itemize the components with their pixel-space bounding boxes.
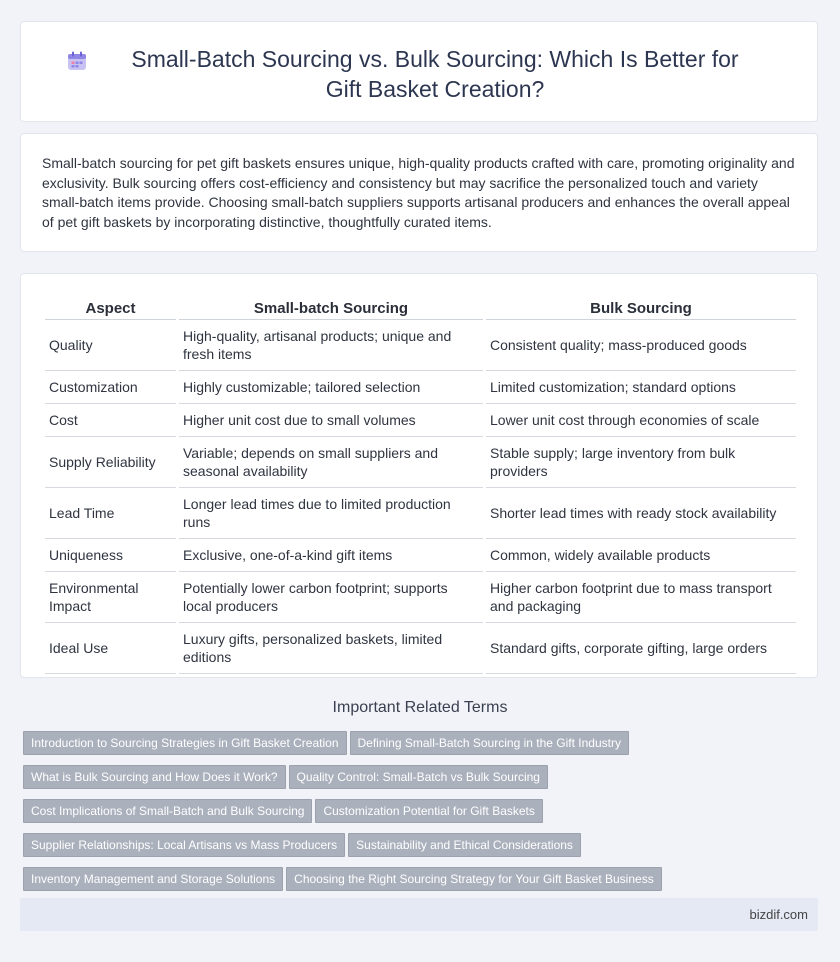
- aspect-cell: Environmental Impact: [45, 572, 176, 623]
- bulk-cell: Consistent quality; mass-produced goods: [486, 320, 796, 371]
- header-small-batch: Small-batch Sourcing: [179, 296, 483, 320]
- footer-site-link[interactable]: bizdif.com: [749, 907, 808, 922]
- bulk-cell: Shorter lead times with ready stock availability: [486, 488, 796, 539]
- related-term-link[interactable]: Defining Small-Batch Sourcing in the Gift Industry: [350, 731, 629, 755]
- table-header-row: [45, 296, 796, 320]
- small-batch-cell: Highly customizable; tailored selection: [179, 371, 483, 404]
- table-row: [45, 404, 796, 437]
- small-batch-cell: Potentially lower carbon footprint; supports local producers: [179, 572, 483, 623]
- related-terms-list: [23, 731, 803, 901]
- related-term-link[interactable]: Sustainability and Ethical Considerations: [348, 833, 581, 857]
- title-card: [20, 21, 818, 122]
- header-bulk: Bulk Sourcing: [486, 296, 796, 320]
- table-row: [45, 539, 796, 572]
- related-term-link[interactable]: Quality Control: Small-Batch vs Bulk Sourcing: [289, 765, 548, 789]
- table-row: [45, 623, 796, 674]
- small-batch-cell: Luxury gifts, personalized baskets, limited editions: [179, 623, 483, 674]
- small-batch-cell: Higher unit cost due to small volumes: [179, 404, 483, 437]
- aspect-cell: Quality: [45, 320, 176, 371]
- related-term-link[interactable]: What is Bulk Sourcing and How Does it Work?: [23, 765, 286, 789]
- small-batch-cell: Exclusive, one-of-a-kind gift items: [179, 539, 483, 572]
- related-term-link[interactable]: Choosing the Right Sourcing Strategy for Your Gift Basket Business: [286, 867, 662, 891]
- table-row: [45, 488, 796, 539]
- page-title: Small-Batch Sourcing vs. Bulk Sourcing: Which Is Better for Gift Basket Creation?: [131, 46, 739, 102]
- related-term-link[interactable]: Customization Potential for Gift Baskets: [315, 799, 542, 823]
- aspect-cell: Uniqueness: [45, 539, 176, 572]
- aspect-cell: Ideal Use: [45, 623, 176, 674]
- related-term-link[interactable]: Introduction to Sourcing Strategies in Gift Basket Creation: [23, 731, 347, 755]
- table-row: [45, 572, 796, 623]
- related-terms-title: Important Related Terms: [332, 699, 508, 716]
- intro-paragraph: Small-batch sourcing for pet gift baskets ensures unique, high-quality products crafted with care, promoting originality and exclusivity. Bulk sourcing offers cost-efficiency and consistency but may sacrifice the personalized touch and variety small-batch items provide. Choosing small-batch suppliers supports artisanal producers and enhances the overall appeal of pet gift baskets by incorporating distinctive, thoughtfully curated items.: [42, 155, 795, 230]
- small-batch-cell: High-quality, artisanal products; unique and fresh items: [179, 320, 483, 371]
- related-term-link[interactable]: Cost Implications of Small-Batch and Bulk Sourcing: [23, 799, 312, 823]
- aspect-cell: Lead Time: [45, 488, 176, 539]
- bulk-cell: Limited customization; standard options: [486, 371, 796, 404]
- bulk-cell: Higher carbon footprint due to mass transport and packaging: [486, 572, 796, 623]
- bulk-cell: Common, widely available products: [486, 539, 796, 572]
- header-aspect: Aspect: [45, 296, 176, 320]
- small-batch-cell: Longer lead times due to limited production runs: [179, 488, 483, 539]
- aspect-cell: Customization: [45, 371, 176, 404]
- footer: [20, 898, 818, 931]
- related-term-link[interactable]: Supplier Relationships: Local Artisans vs Mass Producers: [23, 833, 345, 857]
- table-row: [45, 320, 796, 371]
- bulk-cell: Lower unit cost through economies of scale: [486, 404, 796, 437]
- bulk-cell: Standard gifts, corporate gifting, large orders: [486, 623, 796, 674]
- comparison-table: [42, 296, 799, 674]
- aspect-cell: Supply Reliability: [45, 437, 176, 488]
- table-row: [45, 371, 796, 404]
- comparison-card: [20, 273, 818, 678]
- small-batch-cell: Variable; depends on small suppliers and seasonal availability: [179, 437, 483, 488]
- table-row: [45, 437, 796, 488]
- aspect-cell: Cost: [45, 404, 176, 437]
- intro-card: [20, 133, 818, 252]
- bulk-cell: Stable supply; large inventory from bulk providers: [486, 437, 796, 488]
- related-term-link[interactable]: Inventory Management and Storage Solutions: [23, 867, 283, 891]
